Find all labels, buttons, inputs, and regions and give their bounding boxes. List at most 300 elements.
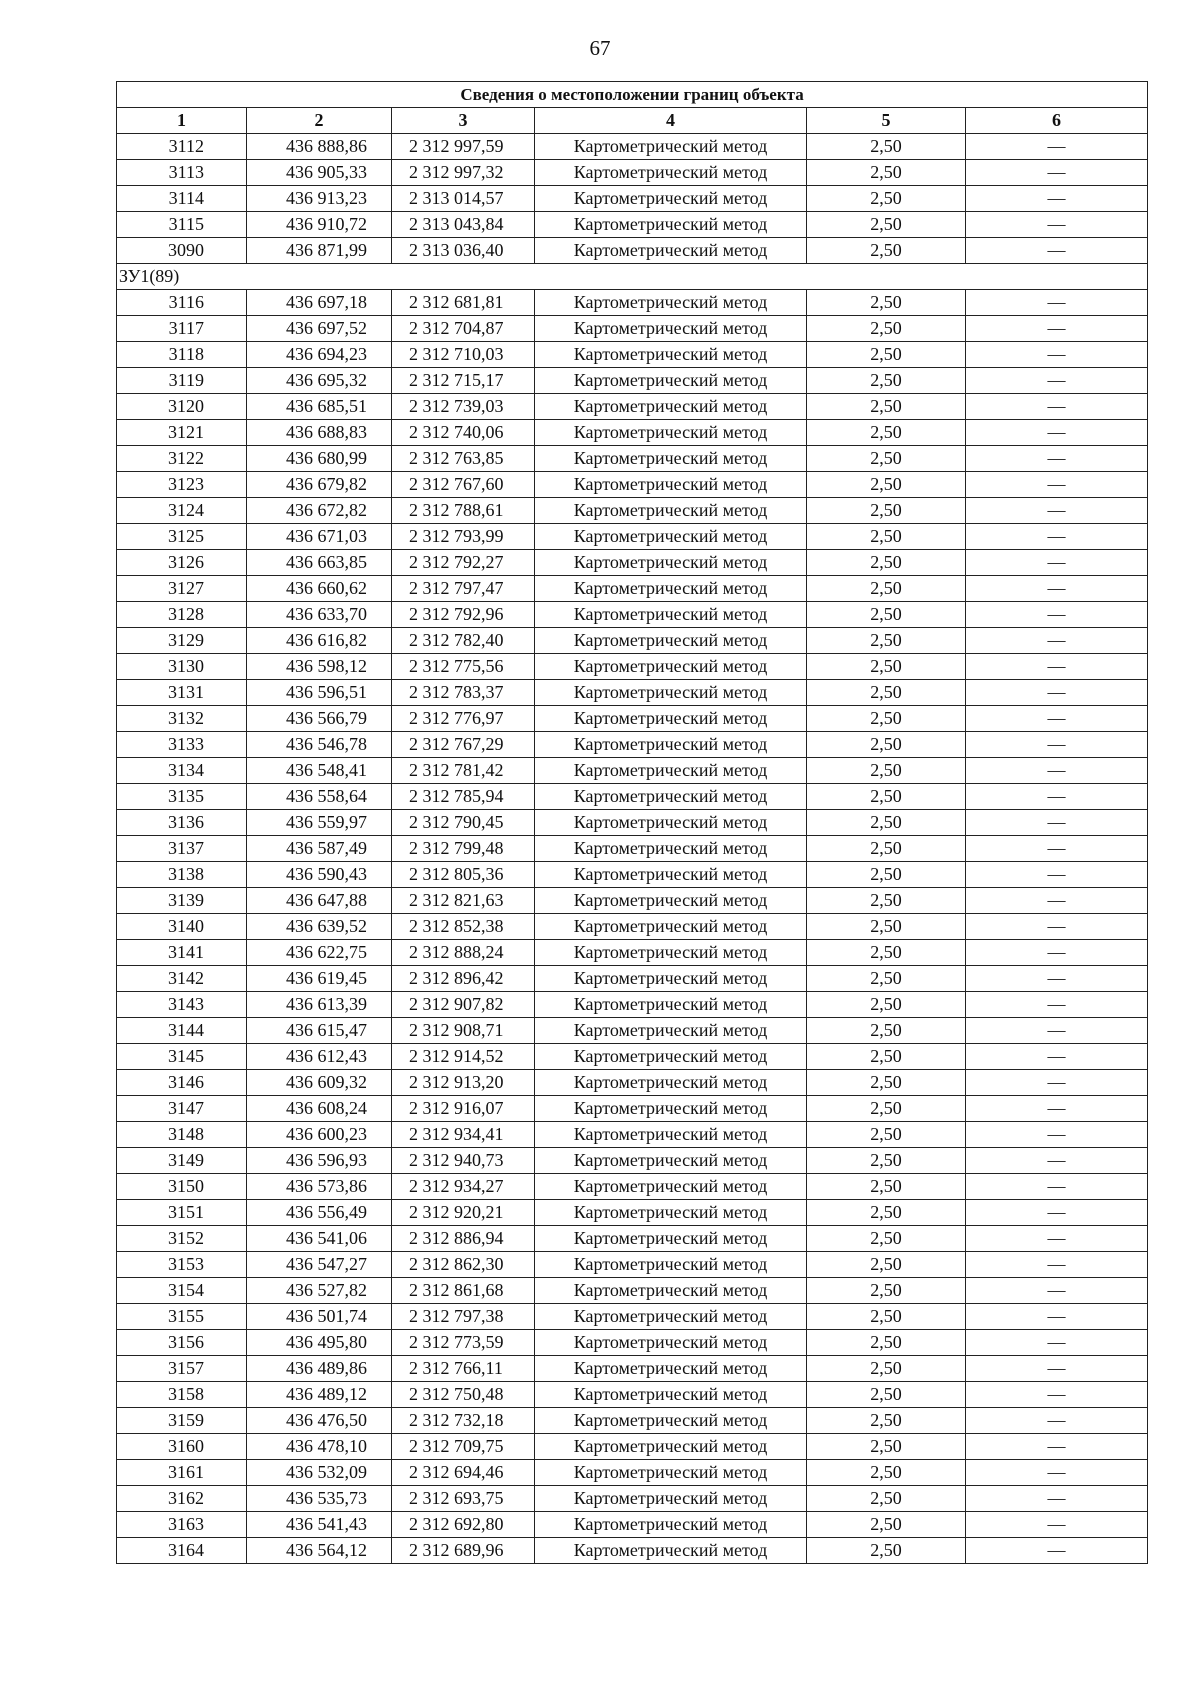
table-cell: 3139	[117, 888, 247, 914]
table-cell: 2,50	[807, 732, 966, 758]
table-cell: 2,50	[807, 472, 966, 498]
table-cell: 3134	[117, 758, 247, 784]
table-cell: —	[966, 186, 1148, 212]
table-cell: Картометрический метод	[535, 472, 807, 498]
table-cell: 3163	[117, 1512, 247, 1538]
table-cell: 2 312 740,06	[392, 420, 535, 446]
table-cell: 436 616,82	[247, 628, 392, 654]
table-cell: 2,50	[807, 238, 966, 264]
table-cell: 2,50	[807, 1252, 966, 1278]
table-cell: Картометрический метод	[535, 654, 807, 680]
table-row	[117, 784, 1148, 810]
table-cell: 3118	[117, 342, 247, 368]
table-cell: Картометрический метод	[535, 888, 807, 914]
table-cell: 436 695,32	[247, 368, 392, 394]
table-cell: 2,50	[807, 1044, 966, 1070]
table-cell: 3131	[117, 680, 247, 706]
table-cell: 436 888,86	[247, 134, 392, 160]
table-cell: 2,50	[807, 524, 966, 550]
table-cell: 3146	[117, 1070, 247, 1096]
table-cell: 436 639,52	[247, 914, 392, 940]
table-cell: 3135	[117, 784, 247, 810]
table-cell: —	[966, 706, 1148, 732]
table-cell: 436 913,23	[247, 186, 392, 212]
table-cell: Картометрический метод	[535, 498, 807, 524]
table-cell: 2 313 043,84	[392, 212, 535, 238]
table-cell: 2 312 997,59	[392, 134, 535, 160]
table-cell: 3154	[117, 1278, 247, 1304]
table-cell: —	[966, 654, 1148, 680]
table-cell: —	[966, 1278, 1148, 1304]
table-cell: 2 312 934,41	[392, 1122, 535, 1148]
table-body	[117, 82, 1148, 1564]
table-cell: 3160	[117, 1434, 247, 1460]
table-cell: —	[966, 1226, 1148, 1252]
table-cell: 2 312 907,82	[392, 992, 535, 1018]
table-cell: 436 541,43	[247, 1512, 392, 1538]
table-cell: 436 688,83	[247, 420, 392, 446]
table-cell: 3152	[117, 1226, 247, 1252]
table-cell: 3147	[117, 1096, 247, 1122]
table-cell: Картометрический метод	[535, 1044, 807, 1070]
table-cell: —	[966, 628, 1148, 654]
table-cell: 3137	[117, 836, 247, 862]
table-cell: —	[966, 680, 1148, 706]
table-cell: 436 685,51	[247, 394, 392, 420]
table-row	[117, 680, 1148, 706]
column-header: 6	[966, 108, 1148, 134]
table-cell: Картометрический метод	[535, 1538, 807, 1564]
table-cell: —	[966, 576, 1148, 602]
table-cell: 2,50	[807, 368, 966, 394]
table-cell: Картометрический метод	[535, 1200, 807, 1226]
table-cell: Картометрический метод	[535, 1460, 807, 1486]
column-header-row	[117, 108, 1148, 134]
table-cell: —	[966, 1070, 1148, 1096]
table-cell: 2 312 692,80	[392, 1512, 535, 1538]
table-row	[117, 1304, 1148, 1330]
table-cell: 2,50	[807, 394, 966, 420]
table-cell: Картометрический метод	[535, 1382, 807, 1408]
table-cell: 2 312 805,36	[392, 862, 535, 888]
table-cell: 2,50	[807, 1278, 966, 1304]
table-row	[117, 498, 1148, 524]
table-row	[117, 160, 1148, 186]
table-cell: —	[966, 1252, 1148, 1278]
table-cell: 2 312 783,37	[392, 680, 535, 706]
table-cell: 3140	[117, 914, 247, 940]
table-cell: Картометрический метод	[535, 1096, 807, 1122]
table-cell: 436 548,41	[247, 758, 392, 784]
table-cell: 3144	[117, 1018, 247, 1044]
table-cell: 3161	[117, 1460, 247, 1486]
table-cell: 2 312 799,48	[392, 836, 535, 862]
table-cell: 3150	[117, 1174, 247, 1200]
table-row	[117, 758, 1148, 784]
table-cell: 2,50	[807, 784, 966, 810]
table-row	[117, 394, 1148, 420]
table-cell: Картометрический метод	[535, 1512, 807, 1538]
table-cell: Картометрический метод	[535, 576, 807, 602]
table-row	[117, 290, 1148, 316]
column-header: 1	[117, 108, 247, 134]
table-row	[117, 1252, 1148, 1278]
table-row	[117, 1070, 1148, 1096]
table-cell: 2,50	[807, 1460, 966, 1486]
table-cell: —	[966, 1382, 1148, 1408]
table-cell: Картометрический метод	[535, 394, 807, 420]
table-cell: 2,50	[807, 1122, 966, 1148]
table-cell: 436 697,18	[247, 290, 392, 316]
table-row	[117, 992, 1148, 1018]
table-cell: 2,50	[807, 1070, 966, 1096]
table-cell: 3090	[117, 238, 247, 264]
table-row	[117, 628, 1148, 654]
table-cell: 436 619,45	[247, 966, 392, 992]
table-cell: —	[966, 1044, 1148, 1070]
table-cell: 436 672,82	[247, 498, 392, 524]
table-cell: 2 312 916,07	[392, 1096, 535, 1122]
table-cell: 436 622,75	[247, 940, 392, 966]
table-cell: —	[966, 914, 1148, 940]
table-cell: 2,50	[807, 550, 966, 576]
table-cell: 3124	[117, 498, 247, 524]
table-cell: 436 608,24	[247, 1096, 392, 1122]
table-cell: 2 312 821,63	[392, 888, 535, 914]
table-cell: Картометрический метод	[535, 628, 807, 654]
table-cell: Картометрический метод	[535, 1408, 807, 1434]
table-cell: 2 312 862,30	[392, 1252, 535, 1278]
table-cell: 2 312 934,27	[392, 1174, 535, 1200]
table-cell: 3128	[117, 602, 247, 628]
table-row	[117, 342, 1148, 368]
column-header: 3	[392, 108, 535, 134]
table-cell: 436 535,73	[247, 1486, 392, 1512]
table-cell: Картометрический метод	[535, 810, 807, 836]
table-cell: Картометрический метод	[535, 134, 807, 160]
table-cell: 3112	[117, 134, 247, 160]
table-cell: —	[966, 1512, 1148, 1538]
table-cell: 2 312 732,18	[392, 1408, 535, 1434]
table-row	[117, 316, 1148, 342]
table-cell: Картометрический метод	[535, 1434, 807, 1460]
table-cell: 2 312 781,42	[392, 758, 535, 784]
table-cell: 436 660,62	[247, 576, 392, 602]
table-cell: —	[966, 1538, 1148, 1564]
table-cell: Картометрический метод	[535, 238, 807, 264]
table-row	[117, 1408, 1148, 1434]
table-cell: Картометрический метод	[535, 1486, 807, 1512]
table-cell: Картометрический метод	[535, 940, 807, 966]
table-row	[117, 472, 1148, 498]
table-cell: Картометрический метод	[535, 342, 807, 368]
table-cell: 3123	[117, 472, 247, 498]
table-cell: 2,50	[807, 966, 966, 992]
table-cell: 2 312 886,94	[392, 1226, 535, 1252]
table-cell: 3126	[117, 550, 247, 576]
table-cell: —	[966, 602, 1148, 628]
table-row	[117, 1018, 1148, 1044]
table-cell: Картометрический метод	[535, 680, 807, 706]
table-title: Сведения о местоположении границ объекта	[117, 82, 1148, 108]
table-cell: —	[966, 836, 1148, 862]
table-cell: —	[966, 394, 1148, 420]
table-cell: 3143	[117, 992, 247, 1018]
table-row	[117, 654, 1148, 680]
table-cell: 2 312 790,45	[392, 810, 535, 836]
table-cell: —	[966, 290, 1148, 316]
table-cell: 2 312 750,48	[392, 1382, 535, 1408]
table-row	[117, 836, 1148, 862]
table-row	[117, 1200, 1148, 1226]
table-cell: —	[966, 498, 1148, 524]
table-cell: 2 312 767,60	[392, 472, 535, 498]
table-cell: 436 532,09	[247, 1460, 392, 1486]
table-cell: —	[966, 1122, 1148, 1148]
table-row	[117, 576, 1148, 602]
table-cell: —	[966, 1356, 1148, 1382]
table-cell: —	[966, 1408, 1148, 1434]
table-row	[117, 524, 1148, 550]
table-cell: 2 312 914,52	[392, 1044, 535, 1070]
table-row	[117, 602, 1148, 628]
table-cell: 2 312 715,17	[392, 368, 535, 394]
table-cell: —	[966, 810, 1148, 836]
table-cell: 3122	[117, 446, 247, 472]
table-cell: 436 541,06	[247, 1226, 392, 1252]
table-cell: —	[966, 472, 1148, 498]
table-cell: 2,50	[807, 1018, 966, 1044]
table-cell: 2,50	[807, 1486, 966, 1512]
table-cell: 436 615,47	[247, 1018, 392, 1044]
table-cell: 2 312 773,59	[392, 1330, 535, 1356]
table-cell: 2,50	[807, 706, 966, 732]
table-cell: 3164	[117, 1538, 247, 1564]
table-cell: 436 558,64	[247, 784, 392, 810]
table-cell: 436 590,43	[247, 862, 392, 888]
table-cell: 2 312 766,11	[392, 1356, 535, 1382]
table-row	[117, 212, 1148, 238]
table-cell: Картометрический метод	[535, 1304, 807, 1330]
table-cell: 2,50	[807, 1200, 966, 1226]
table-cell: 2,50	[807, 134, 966, 160]
table-row	[117, 1096, 1148, 1122]
table-cell: Картометрический метод	[535, 758, 807, 784]
table-cell: 436 489,86	[247, 1356, 392, 1382]
table-cell: —	[966, 134, 1148, 160]
table-cell: Картометрический метод	[535, 446, 807, 472]
table-cell: 2 312 797,47	[392, 576, 535, 602]
table-cell: —	[966, 368, 1148, 394]
boundary-coordinates-table	[116, 81, 1148, 1564]
table-cell: 3121	[117, 420, 247, 446]
column-header: 4	[535, 108, 807, 134]
table-cell: 436 633,70	[247, 602, 392, 628]
table-cell: 2,50	[807, 888, 966, 914]
table-cell: —	[966, 888, 1148, 914]
table-cell: 2,50	[807, 1148, 966, 1174]
table-cell: Картометрический метод	[535, 420, 807, 446]
table-cell: 436 609,32	[247, 1070, 392, 1096]
table-cell: 3145	[117, 1044, 247, 1070]
table-row	[117, 888, 1148, 914]
table-row	[117, 1538, 1148, 1564]
table-cell: —	[966, 1018, 1148, 1044]
table-cell: —	[966, 1486, 1148, 1512]
table-cell: 2,50	[807, 680, 966, 706]
column-header: 2	[247, 108, 392, 134]
table-cell: 436 612,43	[247, 1044, 392, 1070]
table-cell: 436 871,99	[247, 238, 392, 264]
table-cell: 3138	[117, 862, 247, 888]
table-cell: 3156	[117, 1330, 247, 1356]
table-cell: Картометрический метод	[535, 1174, 807, 1200]
table-cell: 2 312 693,75	[392, 1486, 535, 1512]
table-cell: —	[966, 550, 1148, 576]
table-cell: —	[966, 1330, 1148, 1356]
table-cell: 2,50	[807, 914, 966, 940]
table-cell: 436 559,97	[247, 810, 392, 836]
table-cell: 3151	[117, 1200, 247, 1226]
table-cell: 2,50	[807, 1512, 966, 1538]
table-cell: 3159	[117, 1408, 247, 1434]
table-cell: 436 663,85	[247, 550, 392, 576]
table-cell: 2 312 792,96	[392, 602, 535, 628]
table-cell: 2 312 861,68	[392, 1278, 535, 1304]
table-cell: 2,50	[807, 628, 966, 654]
table-cell: 2,50	[807, 316, 966, 342]
table-cell: Картометрический метод	[535, 602, 807, 628]
table-cell: 436 613,39	[247, 992, 392, 1018]
table-cell: 436 680,99	[247, 446, 392, 472]
table-row	[117, 862, 1148, 888]
table-cell: Картометрический метод	[535, 732, 807, 758]
table-cell: 436 495,80	[247, 1330, 392, 1356]
table-cell: Картометрический метод	[535, 1226, 807, 1252]
table-cell: 2 312 775,56	[392, 654, 535, 680]
table-cell: 2,50	[807, 1538, 966, 1564]
table-cell: —	[966, 1096, 1148, 1122]
table-cell: —	[966, 160, 1148, 186]
table-cell: 2 312 782,40	[392, 628, 535, 654]
table-cell: —	[966, 1200, 1148, 1226]
table-cell: 436 547,27	[247, 1252, 392, 1278]
table-cell: 436 501,74	[247, 1304, 392, 1330]
table-cell: 2 312 776,97	[392, 706, 535, 732]
table-cell: 2,50	[807, 1382, 966, 1408]
table-cell: —	[966, 1304, 1148, 1330]
table-cell: 436 587,49	[247, 836, 392, 862]
table-cell: Картометрический метод	[535, 992, 807, 1018]
table-cell: 3129	[117, 628, 247, 654]
table-cell: 436 598,12	[247, 654, 392, 680]
table-row	[117, 1226, 1148, 1252]
table-row	[117, 550, 1148, 576]
table-row	[117, 1174, 1148, 1200]
table-cell: 2 313 014,57	[392, 186, 535, 212]
table-cell: 436 647,88	[247, 888, 392, 914]
table-cell: 2,50	[807, 862, 966, 888]
table-cell: 436 600,23	[247, 1122, 392, 1148]
table-row	[117, 1512, 1148, 1538]
table-cell: 2,50	[807, 1356, 966, 1382]
table-cell: Картометрический метод	[535, 966, 807, 992]
table-cell: 3141	[117, 940, 247, 966]
table-row	[117, 420, 1148, 446]
table-cell: 2,50	[807, 212, 966, 238]
table-cell: 3157	[117, 1356, 247, 1382]
table-cell: 436 596,93	[247, 1148, 392, 1174]
table-cell: Картометрический метод	[535, 524, 807, 550]
table-cell: Картометрический метод	[535, 1018, 807, 1044]
table-cell: 436 573,86	[247, 1174, 392, 1200]
table-cell: 3117	[117, 316, 247, 342]
table-cell: 436 566,79	[247, 706, 392, 732]
table-cell: 3148	[117, 1122, 247, 1148]
table-row	[117, 1460, 1148, 1486]
table-cell: Картометрический метод	[535, 1148, 807, 1174]
table-cell: 2 312 763,85	[392, 446, 535, 472]
table-cell: 2 312 920,21	[392, 1200, 535, 1226]
table-cell: 3136	[117, 810, 247, 836]
table-cell: 2,50	[807, 576, 966, 602]
table-cell: 436 478,10	[247, 1434, 392, 1460]
table-cell: —	[966, 446, 1148, 472]
table-cell: 2 312 793,99	[392, 524, 535, 550]
table-cell: 2,50	[807, 420, 966, 446]
table-row	[117, 368, 1148, 394]
table-cell: 2 312 797,38	[392, 1304, 535, 1330]
table-cell: —	[966, 1460, 1148, 1486]
table-cell: 2,50	[807, 1304, 966, 1330]
table-cell: 2,50	[807, 446, 966, 472]
table-cell: 436 697,52	[247, 316, 392, 342]
table-cell: 2,50	[807, 1330, 966, 1356]
table-cell: 2,50	[807, 1226, 966, 1252]
table-cell: 2,50	[807, 836, 966, 862]
table-cell: 2 312 689,96	[392, 1538, 535, 1564]
table-cell: 436 556,49	[247, 1200, 392, 1226]
table-cell: 3153	[117, 1252, 247, 1278]
table-cell: 2,50	[807, 342, 966, 368]
table-cell: 2,50	[807, 160, 966, 186]
table-cell: Картометрический метод	[535, 1278, 807, 1304]
table-row	[117, 1122, 1148, 1148]
table-cell: 2,50	[807, 602, 966, 628]
table-cell: —	[966, 758, 1148, 784]
page-number: 67	[589, 36, 611, 60]
table-cell: 436 671,03	[247, 524, 392, 550]
table-cell: 436 679,82	[247, 472, 392, 498]
table-cell: Картометрический метод	[535, 1122, 807, 1148]
table-row	[117, 1382, 1148, 1408]
table-cell: —	[966, 524, 1148, 550]
table-row	[117, 914, 1148, 940]
table-cell: —	[966, 940, 1148, 966]
table-cell: 2,50	[807, 1408, 966, 1434]
table-cell: 436 905,33	[247, 160, 392, 186]
table-cell: 2,50	[807, 810, 966, 836]
table-cell: —	[966, 966, 1148, 992]
table-cell: 2 312 694,46	[392, 1460, 535, 1486]
table-cell: 2 312 704,87	[392, 316, 535, 342]
table-cell: 2 312 940,73	[392, 1148, 535, 1174]
table-cell: 3158	[117, 1382, 247, 1408]
table-row	[117, 186, 1148, 212]
table-cell: 2 312 710,03	[392, 342, 535, 368]
table-cell: 2,50	[807, 654, 966, 680]
table-cell: 436 694,23	[247, 342, 392, 368]
